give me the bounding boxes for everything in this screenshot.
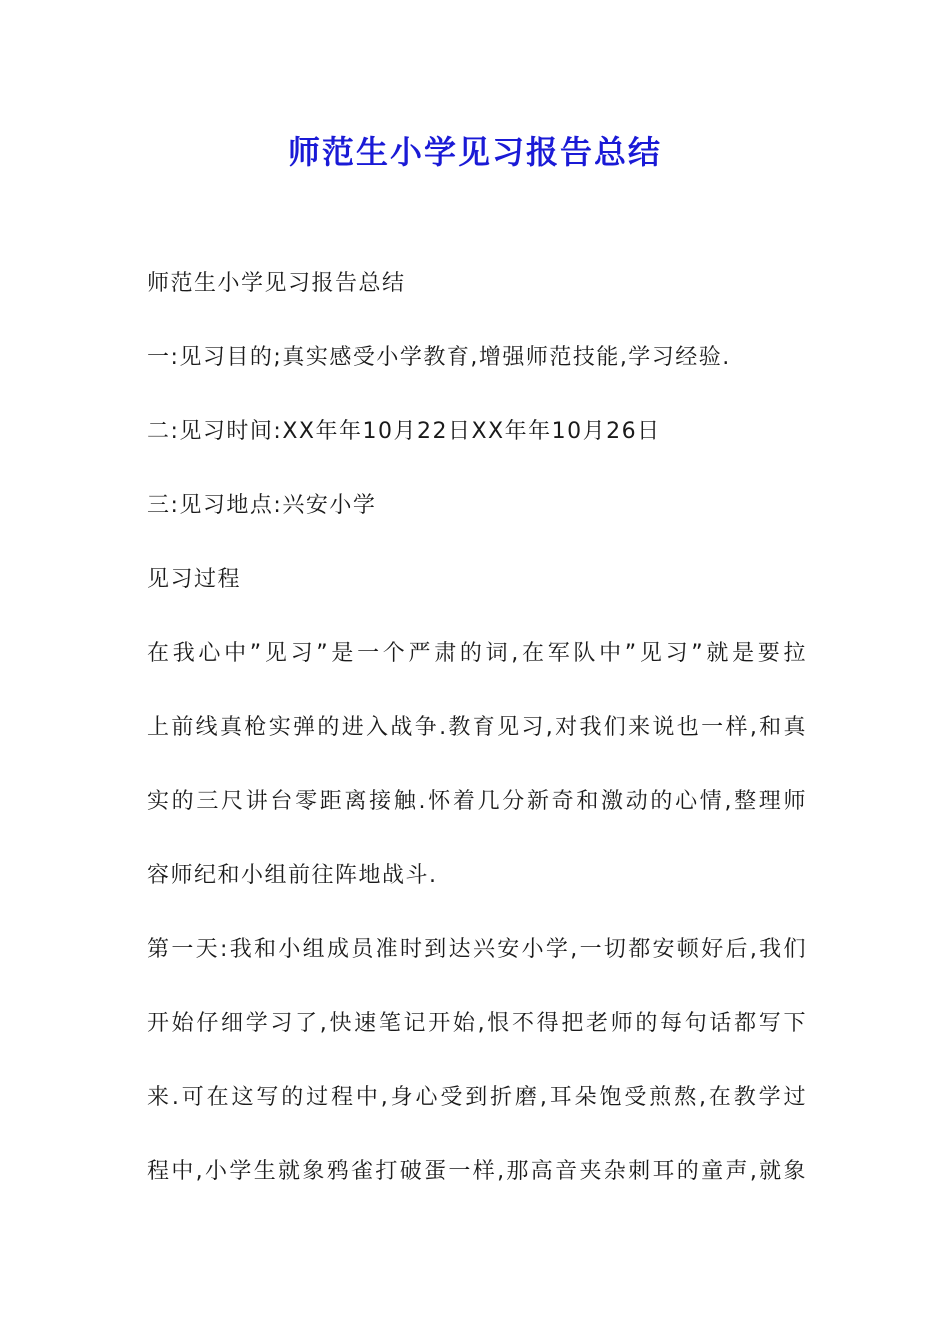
process-heading: 见习过程 — [147, 567, 242, 592]
paragraph-2-line: 来.可在这写的过程中,身心受到折磨,耳朵饱受煎熬,在教学过 — [147, 1085, 807, 1110]
paragraph-1-line: 容师纪和小组前往阵地战斗. — [147, 863, 438, 888]
paragraph-1-line: 上前线真枪实弹的进入战争.教育见习,对我们来说也一样,和真 — [147, 715, 807, 740]
time-line: 二:见习时间:XX年年10月22日XX年年10月26日 — [147, 419, 661, 444]
paragraph-2-line: 开始仔细学习了,快速笔记开始,恨不得把老师的每句话都写下 — [147, 1011, 807, 1036]
paragraph-2-line: 第一天:我和小组成员准时到达兴安小学,一切都安顿好后,我们 — [147, 937, 807, 962]
paragraph-1-line: 实的三尺讲台零距离接触.怀着几分新奇和激动的心情,整理师 — [147, 789, 807, 814]
paragraph-1 — [147, 636, 807, 894]
subtitle-line: 师范生小学见习报告总结 — [147, 271, 406, 296]
document-body — [147, 266, 807, 1228]
place-line: 三:见习地点:兴安小学 — [147, 493, 377, 518]
purpose-line: 一:见习目的;真实感受小学教育,增强师范技能,学习经验. — [147, 345, 731, 370]
paragraph-1-line: 在我心中”见习”是一个严肃的词,在军队中”见习”就是要拉 — [147, 641, 807, 666]
paragraph-2 — [147, 932, 807, 1190]
paragraph-2-line: 程中,小学生就象鸦雀打破蛋一样,那高音夹杂刺耳的童声,就象 — [147, 1159, 807, 1184]
document-title: 师范生小学见习报告总结 — [287, 133, 662, 171]
